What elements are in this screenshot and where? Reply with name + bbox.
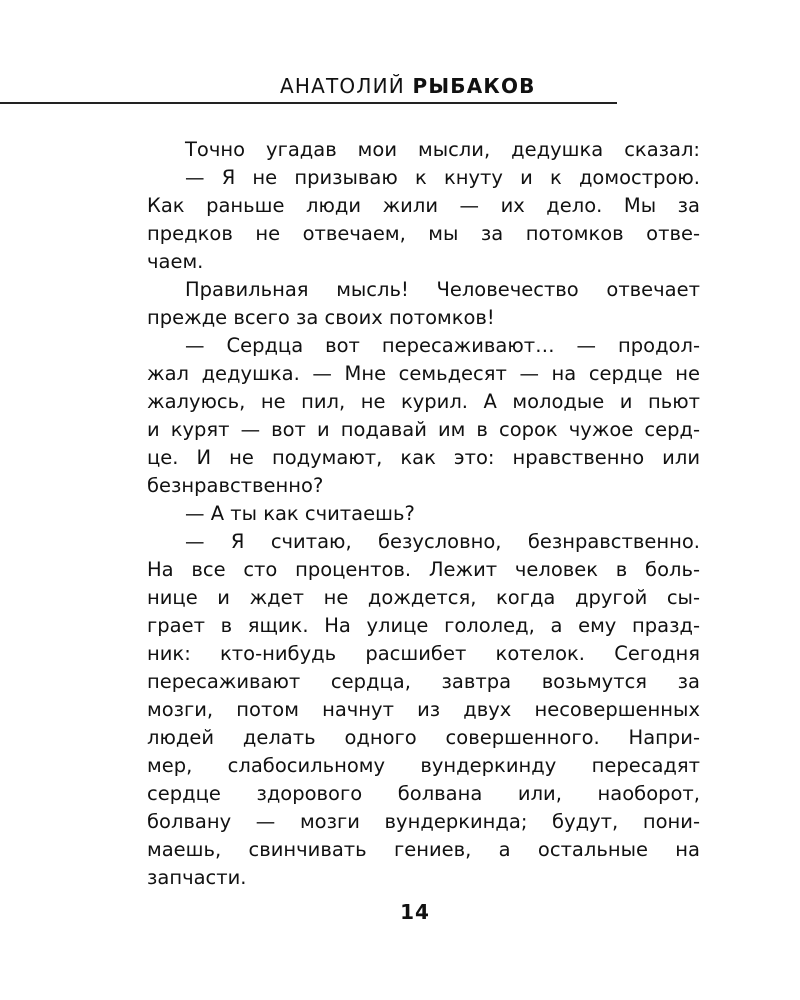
text-line: На все сто процентов. Лежит человек в боль- bbox=[147, 558, 700, 581]
text-line: — Я не призываю к кнуту и к домострою. bbox=[185, 166, 700, 189]
text-line: грает в ящик. На улице гололед, а ему празд- bbox=[147, 614, 700, 637]
text-line: — Сердца вот пересаживают… — продол- bbox=[185, 334, 700, 357]
text-line: безнравственно? bbox=[147, 474, 324, 497]
text-line: жалуюсь, не пил, не курил. А молодые и пьют bbox=[147, 390, 700, 413]
page-number: 14 bbox=[400, 900, 430, 924]
running-header bbox=[0, 0, 800, 110]
text-line: болвану — мозги вундеркинда; будут, пони- bbox=[147, 810, 700, 833]
text-line: мер, слабосильному вундеркинду пересадят bbox=[147, 754, 700, 777]
header-rule bbox=[0, 102, 617, 104]
text-line: Как раньше люди жили — их дело. Мы за bbox=[147, 194, 700, 217]
text-line: мозги, потом начнут из двух несовершенных bbox=[147, 698, 700, 721]
text-line: жал дедушка. — Мне семьдесят — на сердце не bbox=[147, 362, 700, 385]
author-last-name: РЫБАКОВ bbox=[412, 74, 536, 98]
text-line: запчасти. bbox=[147, 866, 247, 889]
text-line: це. И не подумают, как это: нравственно или bbox=[147, 446, 700, 469]
text-line: нице и ждет не дождется, когда другой сы- bbox=[147, 586, 700, 609]
text-line: людей делать одного совершенного. Напри- bbox=[147, 726, 700, 749]
text-line: — А ты как считаешь? bbox=[185, 502, 415, 525]
text-line: маешь, свинчивать гениев, а остальные на bbox=[147, 838, 700, 861]
text-line: предков не отвечаем, мы за потомков отве- bbox=[147, 222, 700, 245]
author-name bbox=[280, 73, 630, 99]
text-line: — Я считаю, безусловно, безнравственно. bbox=[185, 530, 700, 553]
text-line: прежде всего за своих потомков! bbox=[147, 306, 495, 329]
text-line: сердце здорового болвана или, наоборот, bbox=[147, 782, 700, 805]
text-line: ник: кто-нибудь расшибет котелок. Сегодня bbox=[147, 642, 700, 665]
text-line: Правильная мысль! Человечество отвечает bbox=[185, 278, 700, 301]
text-line: и курят — вот и подавай им в сорок чужое серд- bbox=[147, 418, 700, 441]
text-line: пересаживают сердца, завтра возьмутся за bbox=[147, 670, 700, 693]
text-line: Точно угадав мои мысли, дедушка сказал: bbox=[185, 138, 700, 161]
text-line: чаем. bbox=[147, 250, 204, 273]
author-first-name: АНАТОЛИЙ bbox=[280, 74, 405, 98]
